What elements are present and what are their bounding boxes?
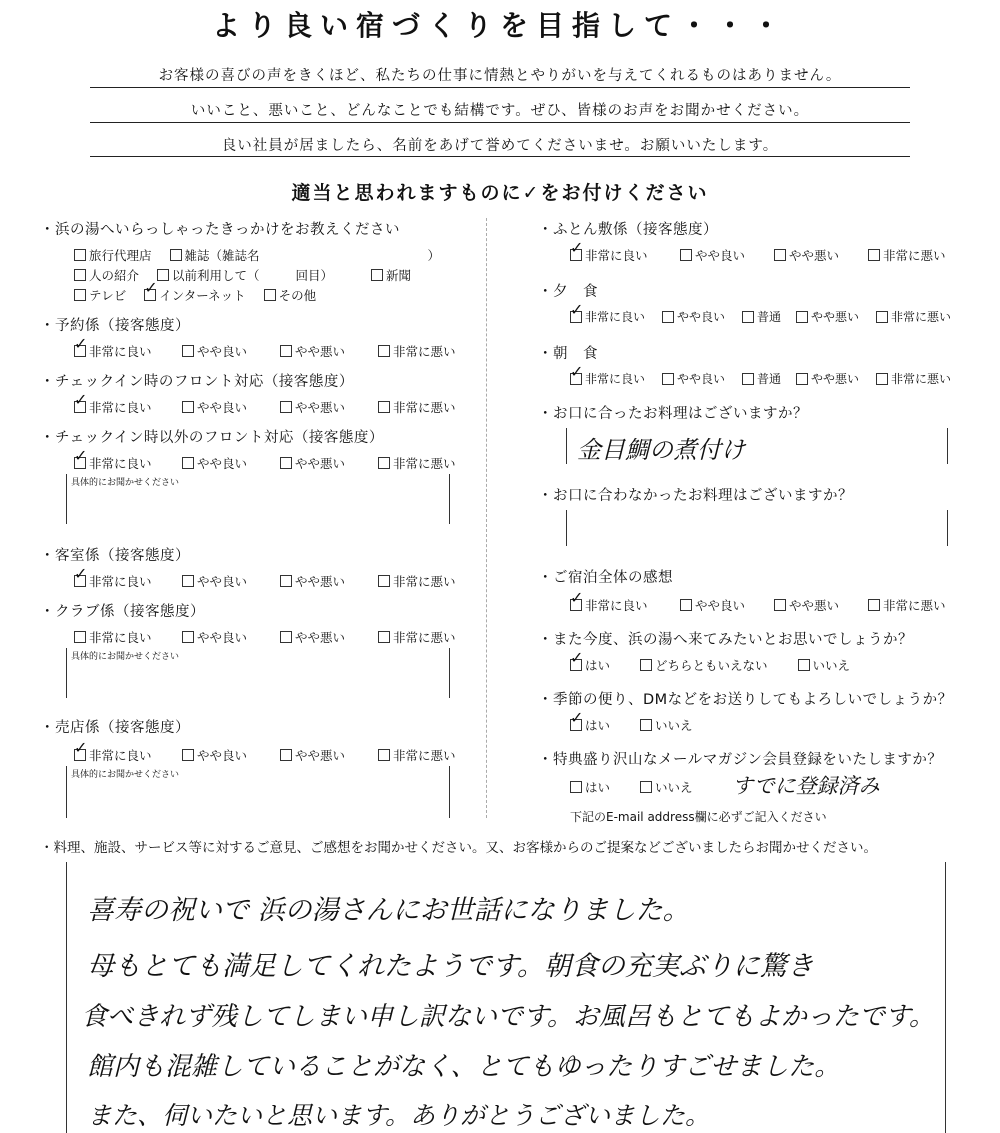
checkbox[interactable] (742, 311, 754, 323)
feedback-line-5: また、伺いたいと思います。ありがとうございました。 (87, 1101, 711, 1130)
rating-good[interactable]: やや良い (680, 596, 756, 614)
option-tv[interactable]: テレビ (74, 286, 126, 304)
futon-ratings (570, 238, 964, 264)
option-either[interactable]: どちらともいえない (640, 656, 768, 674)
check-mark-icon: ✓ (74, 390, 88, 409)
checkbox[interactable] (798, 659, 810, 671)
rating-very-good[interactable]: ✓ 非常に良い (74, 738, 152, 763)
front-other-comment-box[interactable] (66, 474, 450, 524)
checkbox[interactable] (280, 575, 292, 587)
feedback-line-2: 母もとても満足してくれたようです。朝食の充実ぶりに驚き (87, 951, 814, 982)
q-disliked-dishes: ・お口に合わなかったお料理はございますか？ (538, 488, 853, 504)
q-club: ・クラブ係（接客態度） (40, 604, 205, 620)
rating-good[interactable]: やや良い (680, 246, 756, 264)
checkbox[interactable] (640, 659, 652, 671)
check-mark-icon: ✓ (570, 361, 584, 381)
dinner-ratings (570, 299, 952, 325)
rating-normal[interactable]: 普通 (742, 308, 788, 325)
rating-good[interactable]: やや良い (182, 342, 262, 360)
checkbox[interactable] (796, 373, 808, 385)
checkbox-checked[interactable] (74, 390, 88, 413)
rating-very-good[interactable]: ✓ 非常に良い (74, 446, 152, 471)
checkbox[interactable] (74, 269, 86, 281)
rating-very-good[interactable]: ✓ 非常に良い (74, 564, 152, 589)
checkbox[interactable] (74, 631, 86, 643)
option-referral[interactable]: 人の紹介 (74, 266, 139, 284)
comment-label: 具体的にお聞かせください (71, 652, 180, 662)
checkbox[interactable] (280, 345, 292, 357)
feedback-line-3: 食べきれず残してしまい申し訳ないです。お風呂もとてもよかったです。 (81, 1002, 935, 1032)
option-yes[interactable]: ✓ はい (570, 708, 611, 733)
option-yes[interactable]: はい (570, 778, 610, 796)
checkbox[interactable] (182, 749, 194, 761)
checkbox[interactable] (876, 311, 888, 323)
option-no[interactable]: いいえ (640, 778, 693, 796)
checkbox-checked[interactable] (570, 361, 584, 385)
q-checkin-front: ・チェックイン時のフロント対応（接客態度） (40, 374, 354, 390)
check-mark-icon: ✓ (144, 278, 158, 297)
rating-very-bad[interactable]: 非常に悪い (868, 596, 946, 614)
rating-good[interactable]: やや良い (182, 454, 262, 472)
q-liked-dishes: ・お口に合ったお料理はございますか？ (538, 406, 808, 422)
option-other[interactable]: その他 (264, 286, 317, 304)
q-breakfast: ・朝 食 (538, 346, 598, 362)
option-no[interactable]: いいえ (798, 656, 851, 674)
rating-good[interactable]: やや良い (662, 308, 734, 325)
q-reservation: ・予約係（接客態度） (40, 318, 190, 334)
checkbox-checked[interactable] (570, 588, 584, 611)
checkbox-checked[interactable] (74, 564, 88, 587)
rating-normal[interactable]: 普通 (742, 370, 788, 387)
intro-line-3: 良い社員が居ましたら、名前をあげて誉めてくださいませ。お願いいたします。 (221, 138, 779, 154)
rating-very-good[interactable]: ✓ 非常に良い (570, 299, 646, 324)
front-other-ratings (74, 446, 474, 472)
checkbox-checked[interactable] (570, 708, 584, 731)
checkbox-checked[interactable] (74, 446, 88, 469)
rating-bad[interactable]: やや悪い (280, 572, 360, 590)
checkbox[interactable] (774, 249, 786, 261)
rating-bad[interactable]: やや悪い (280, 628, 360, 646)
checkbox[interactable] (680, 249, 692, 261)
liked-dishes-answer: 金目鯛の煮付け (577, 436, 745, 464)
feedback-box[interactable] (66, 862, 946, 1133)
intro-line-2: いいこと、悪いこと、どんなことでも結構です。ぜひ、皆様のお声をお聞かせください。 (190, 103, 810, 119)
shop-ratings (74, 738, 474, 764)
rating-very-bad[interactable]: 非常に悪い (378, 454, 456, 472)
comment-label: 具体的にお聞かせください (71, 770, 180, 780)
checkbox-checked[interactable] (570, 648, 584, 671)
rating-bad[interactable]: やや悪い (280, 746, 360, 764)
divider (90, 156, 910, 157)
rating-good[interactable]: やや良い (662, 370, 734, 387)
checkbox[interactable] (371, 269, 383, 281)
rating-bad[interactable]: やや悪い (280, 342, 360, 360)
divider (90, 122, 910, 123)
paren-close: ） (427, 248, 441, 263)
rating-very-bad[interactable]: 非常に悪い (378, 628, 456, 646)
instruction: 適当と思われますものに✓をお付けください (291, 182, 709, 204)
q-dm: ・季節の便り、DMなどをお送りしてもよろしいでしょうか？ (538, 692, 953, 708)
rating-very-good[interactable]: ✓ 非常に良い (570, 361, 646, 386)
checkbox[interactable] (868, 599, 880, 611)
checkbox[interactable] (182, 575, 194, 587)
checkbox[interactable] (774, 599, 786, 611)
checkbox[interactable] (680, 599, 692, 611)
mail-note: 下記のE-mail address欄に必ずご記入ください (570, 810, 827, 824)
check-mark-icon: ✓ (570, 648, 584, 667)
rating-very-bad[interactable]: 非常に悪い (876, 370, 951, 387)
q-how-heard: ・浜の湯へいらっしゃったきっかけをお教えください (40, 222, 400, 238)
checkbox[interactable] (280, 749, 292, 761)
check-mark-icon: ✓ (570, 238, 584, 257)
rating-bad[interactable]: やや悪い (774, 596, 850, 614)
checkbox-checked[interactable] (74, 334, 88, 357)
q-room: ・客室係（接客態度） (40, 548, 190, 564)
dm-options (570, 708, 711, 734)
checkbox-checked[interactable] (570, 299, 584, 323)
checkbox[interactable] (378, 401, 390, 413)
divider (90, 87, 910, 88)
checkbox[interactable] (182, 345, 194, 357)
rating-very-good[interactable]: ✓ 非常に良い (570, 238, 648, 263)
rating-very-good[interactable]: 非常に良い (74, 628, 164, 646)
overall-ratings (570, 588, 964, 614)
checkbox[interactable] (182, 401, 194, 413)
rating-good[interactable]: やや良い (182, 628, 262, 646)
checkbox[interactable] (74, 249, 86, 261)
checkbox[interactable] (378, 457, 390, 469)
times-label: 回目） (295, 268, 334, 283)
comment-label: 具体的にお聞かせください (71, 478, 180, 488)
q-mail-magazine: ・特典盛り沢山なメールマガジン会員登録をいたしますか？ (538, 752, 943, 768)
checkbox[interactable] (182, 631, 194, 643)
option-previous[interactable]: 以前利用して（ (157, 266, 260, 284)
checkbox[interactable] (640, 719, 652, 731)
option-newspaper[interactable]: 新聞 (371, 266, 411, 284)
disliked-dishes-box[interactable] (566, 510, 948, 546)
rating-bad[interactable]: やや悪い (796, 370, 868, 387)
checkbox[interactable] (742, 373, 754, 385)
checkin-ratings (74, 390, 474, 416)
checkbox[interactable] (378, 575, 390, 587)
rating-good[interactable]: やや良い (182, 746, 262, 764)
rating-bad[interactable]: やや悪い (280, 454, 360, 472)
club-comment-box[interactable] (66, 648, 450, 698)
rating-bad[interactable]: やや悪い (774, 246, 850, 264)
rating-good[interactable]: やや良い (182, 572, 262, 590)
feedback-line-4: 館内も混雑していることがなく、とてもゆったりすごせました。 (87, 1052, 841, 1082)
checkbox[interactable] (280, 401, 292, 413)
rating-very-bad[interactable]: 非常に悪い (876, 308, 951, 325)
mail-handwritten-note: すでに登録済み (732, 774, 880, 798)
checkbox[interactable] (74, 289, 86, 301)
checkbox[interactable] (280, 631, 292, 643)
checkbox[interactable] (876, 373, 888, 385)
checkbox[interactable] (662, 373, 674, 385)
feedback-line-1: 喜寿の祝いで 浜の湯さんにお世話になりました。 (87, 895, 690, 926)
rating-very-good[interactable]: ✓ 非常に良い (74, 390, 152, 415)
q-shop: ・売店係（接客態度） (40, 720, 190, 736)
rating-very-bad[interactable]: 非常に悪い (378, 746, 456, 764)
checkbox[interactable] (378, 631, 390, 643)
rating-very-bad[interactable]: 非常に悪い (378, 342, 456, 360)
column-divider (486, 218, 487, 818)
checkbox[interactable] (182, 457, 194, 469)
checkbox-checked[interactable] (74, 738, 88, 761)
q-return: ・また今度、浜の湯へ来てみたいとお思いでしょうか？ (538, 632, 913, 648)
option-magazine[interactable]: 雑誌（雑誌名 (170, 246, 260, 264)
option-no[interactable]: いいえ (640, 716, 693, 734)
checkbox[interactable] (640, 781, 652, 793)
checkbox-checked[interactable] (144, 278, 158, 301)
checkbox-checked[interactable] (570, 238, 584, 261)
check-mark-icon: ✓ (74, 738, 88, 757)
checkbox[interactable] (868, 249, 880, 261)
checkbox[interactable] (280, 457, 292, 469)
checkbox[interactable] (796, 311, 808, 323)
check-mark-icon: ✓ (74, 334, 88, 353)
liked-dishes-box[interactable] (566, 428, 948, 464)
check-mark-icon: ✓ (74, 564, 88, 583)
check-mark-icon: ✓ (570, 588, 584, 607)
q-overall: ・ご宿泊全体の感想 (538, 570, 673, 586)
checkbox[interactable] (264, 289, 276, 301)
how-heard-row-3 (74, 278, 334, 304)
rating-bad[interactable]: やや悪い (280, 398, 360, 416)
club-ratings (74, 628, 474, 646)
option-internet[interactable]: ✓ インターネット (144, 278, 246, 303)
checkbox[interactable] (378, 345, 390, 357)
rating-very-bad[interactable]: 非常に悪い (868, 246, 946, 264)
mail-options (570, 778, 711, 796)
intro-line-1: お客様の喜びの声をきくほど、私たちの仕事に情熱とやりがいを与えてくれるものはありません。 (158, 68, 842, 84)
check-mark-icon: ✓ (570, 708, 584, 727)
page-title: より良い宿づくりを目指して・・・ (211, 9, 788, 42)
checkbox[interactable] (157, 269, 169, 281)
checkbox[interactable] (662, 311, 674, 323)
option-travel-agency[interactable]: 旅行代理店 (74, 246, 152, 264)
breakfast-ratings (570, 361, 952, 387)
how-heard-row-2 (74, 266, 429, 284)
rating-very-bad[interactable]: 非常に悪い (378, 572, 456, 590)
q-feedback: ・料理、施設、サービス等に対するご意見、ご感想をお聞かせください。又、お客様からのご提案などございましたらお聞かせください。 (40, 840, 877, 856)
rating-good[interactable]: やや良い (182, 398, 262, 416)
q-futon: ・ふとん敷係（接客態度） (538, 222, 718, 238)
q-dinner: ・夕 食 (538, 284, 598, 300)
q-front-other: ・チェックイン時以外のフロント対応（接客態度） (40, 430, 384, 446)
return-options (570, 648, 868, 674)
rating-very-bad[interactable]: 非常に悪い (378, 398, 456, 416)
room-ratings (74, 564, 474, 590)
checkbox[interactable] (170, 249, 182, 261)
check-mark-icon: ✓ (74, 446, 88, 465)
rating-very-good[interactable]: ✓ 非常に良い (74, 334, 152, 359)
check-mark-icon: ✓ (570, 299, 584, 319)
shop-comment-box[interactable] (66, 766, 450, 818)
rating-very-good[interactable]: ✓ 非常に良い (570, 588, 648, 613)
option-yes[interactable]: ✓ はい (570, 648, 611, 673)
reservation-ratings (74, 334, 474, 360)
checkbox[interactable] (378, 749, 390, 761)
rating-bad[interactable]: やや悪い (796, 308, 868, 325)
how-heard-row-1 (74, 246, 458, 264)
checkbox[interactable] (570, 781, 582, 793)
